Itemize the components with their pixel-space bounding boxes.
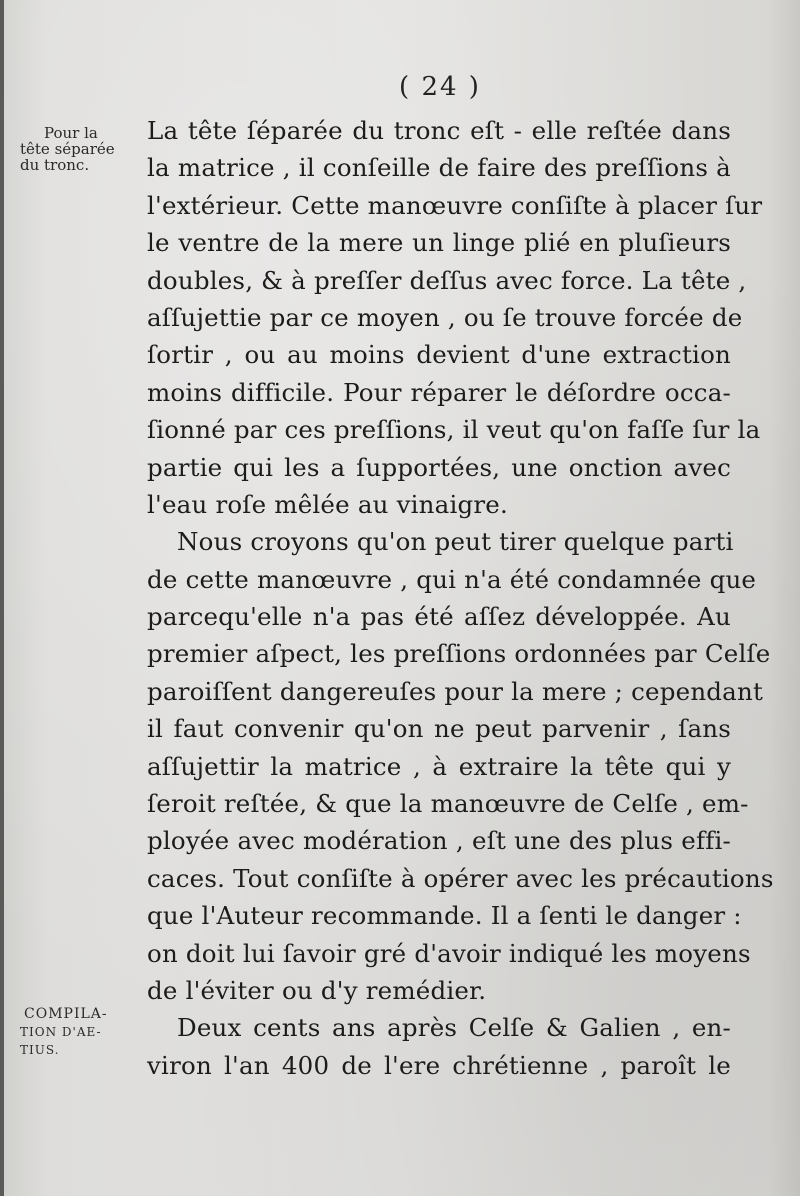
page-number: ( 24 ) <box>399 72 481 102</box>
text-line: moins difficile. Pour réparer le déſordre occa- <box>147 377 731 407</box>
text-line: aſſujettir la matrice , à extraire la tête qui y <box>147 751 731 781</box>
text-line: de cette manœuvre , qui n'a été condamnée que <box>147 564 757 594</box>
paragraph <box>147 112 763 523</box>
text-line: ployée avec modération , eſt une des plus effi- <box>147 826 731 856</box>
paragraph <box>147 523 774 1009</box>
text-line: Nous croyons qu'on peut tirer quelque parti <box>177 527 734 557</box>
text-line: paroiſſent dangereuſes pour la mere ; cependant <box>147 676 764 706</box>
paragraph <box>147 1009 731 1084</box>
text-line: ſortir , ou au moins devient d'une extraction <box>147 340 731 370</box>
text-line: caces. Tout conſiſte à opérer avec les précautions <box>147 863 774 893</box>
text-line: viron l'an 400 de l'ere chrétienne , paroît le <box>147 1050 731 1080</box>
page-edge-shadow <box>0 0 4 1196</box>
text-line: ſionné par ces preſſions, il veut qu'on faſſe ſur la <box>147 415 761 445</box>
text-line: partie qui les a ſupportées, une onction avec <box>147 452 731 482</box>
text-line: aſſujettie par ce moyen , ou ſe trouve forcée de <box>147 302 743 332</box>
text-line: l'eau roſe mêlée au vinaigre. <box>147 489 508 519</box>
text-line: de l'éviter ou d'y remédier. <box>147 975 487 1005</box>
text-line: La tête ſéparée du tronc eſt - elle reſtée dans <box>147 116 731 145</box>
text-line: Deux cents ans après Celſe & Galien , en- <box>177 1013 731 1043</box>
text-line: premier aſpect, les preſſions ordonnées par Celſe <box>147 639 771 669</box>
text-line: il faut convenir qu'on ne peut parvenir , ſans <box>147 714 731 744</box>
text-line: le ventre de la mere un linge plié en pluſieurs <box>147 228 731 258</box>
text-line: ſeroit reſtée, & que la manœuvre de Celſe , em- <box>147 789 749 819</box>
body-text <box>147 112 774 1084</box>
margin-note-line: du tronc. <box>20 156 90 174</box>
text-line: on doit lui ſavoir gré d'avoir indiqué les moyens <box>147 938 751 968</box>
text-line: l'extérieur. Cette manœuvre conſiſte à placer ſur <box>147 190 763 220</box>
text-line: que l'Auteur recommande. Il a ſenti le danger : <box>147 901 742 931</box>
text-line: parcequ'elle n'a pas été aſſez développée. Au <box>147 602 731 632</box>
margin-note-line: tête séparée <box>20 140 115 158</box>
text-line: la matrice , il conſeille de faire des preſſions à <box>147 153 731 183</box>
text-line: doubles, & à preſſer deſſus avec force. La tête , <box>147 265 747 295</box>
margin-note-line: TION D'AE- <box>20 1025 102 1039</box>
margin-note-line: COMPILA- <box>24 1006 108 1022</box>
margin-note-line: TIUS. <box>20 1043 60 1057</box>
margin-note-head-separated <box>20 125 138 173</box>
margin-note-line: Pour la <box>44 124 98 142</box>
margin-note-compilation-aetius <box>20 1005 138 1059</box>
